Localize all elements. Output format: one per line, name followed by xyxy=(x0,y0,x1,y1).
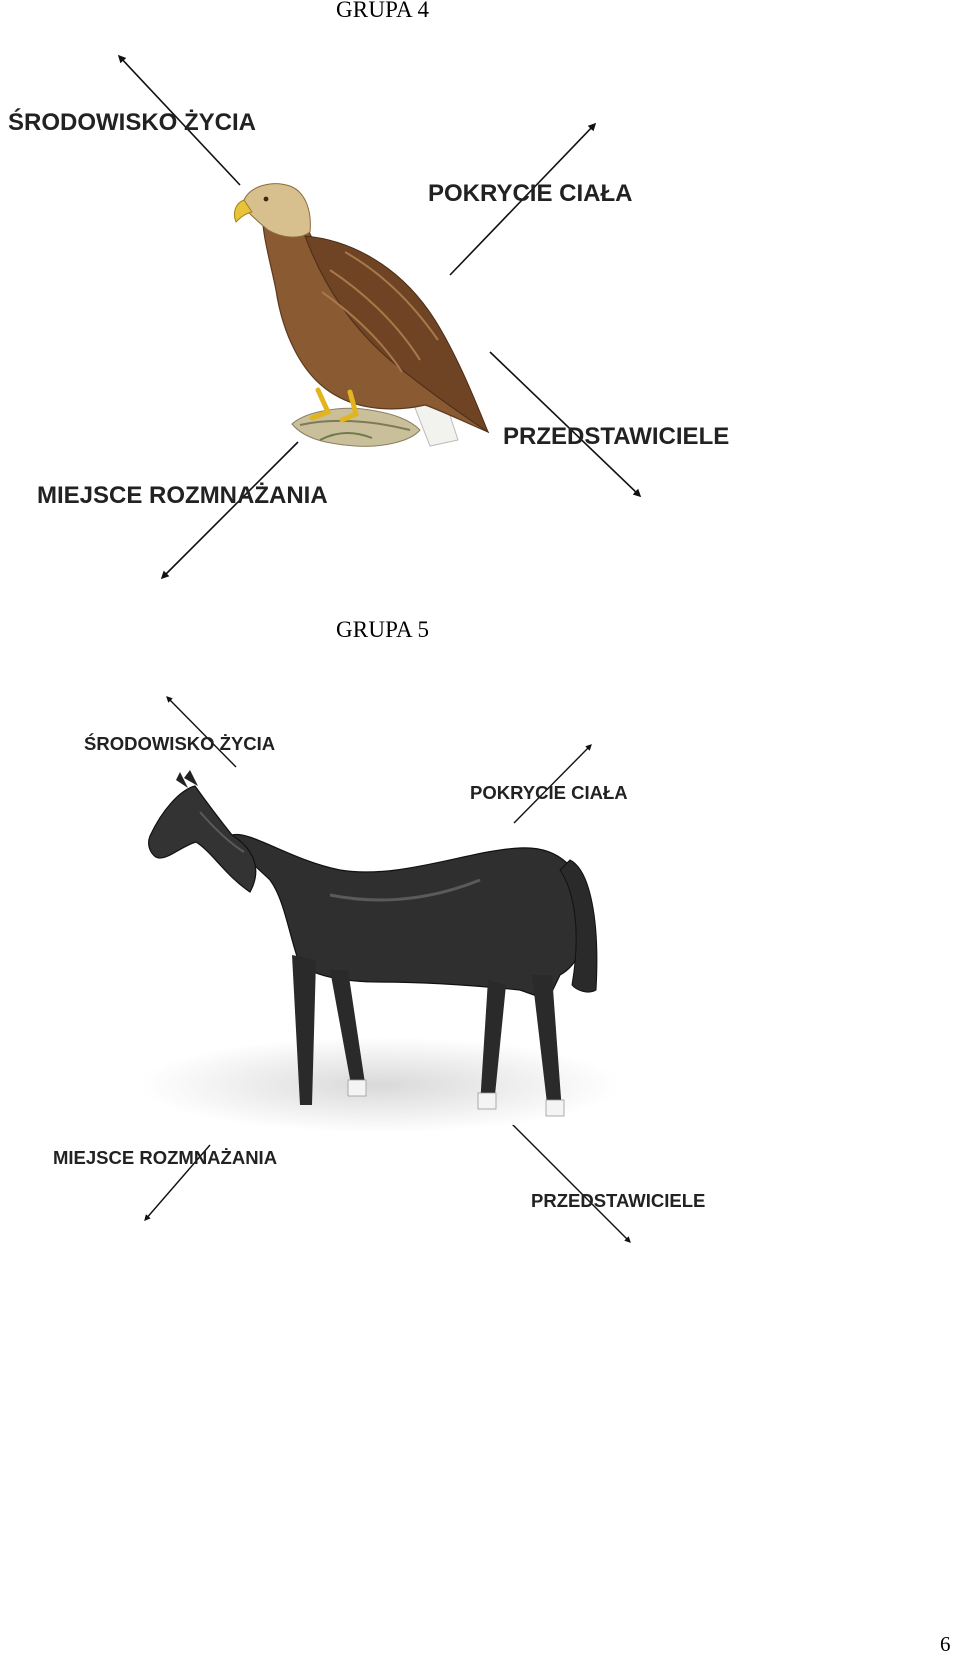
page-number: 6 xyxy=(940,1632,951,1656)
group4-breeding-place-label: MIEJSCE ROZMNAŻANIA xyxy=(37,482,328,509)
arrow-habitat-5 xyxy=(167,697,236,767)
group4-representatives-label: PRZEDSTAWICIELE xyxy=(503,423,730,450)
group4-body-covering-label: POKRYCIE CIAŁA xyxy=(428,180,633,207)
group5-body-covering-label: POKRYCIE CIAŁA xyxy=(470,782,628,803)
eagle-illustration xyxy=(234,184,488,447)
arrow-breeding-place xyxy=(162,442,298,578)
horse-illustration xyxy=(140,770,620,1133)
arrow-representatives-5 xyxy=(512,1124,630,1242)
group4-habitat-label: ŚRODOWISKO ŻYCIA xyxy=(8,109,257,136)
group4-heading: GRUPA 4 xyxy=(336,0,430,22)
group5-breeding-place-label: MIEJSCE ROZMNAŻANIA xyxy=(53,1147,278,1168)
group5-habitat-label: ŚRODOWISKO ŻYCIA xyxy=(84,733,276,754)
group5-representatives-label: PRZEDSTAWICIELE xyxy=(531,1190,706,1211)
group5-heading: GRUPA 5 xyxy=(336,617,430,642)
